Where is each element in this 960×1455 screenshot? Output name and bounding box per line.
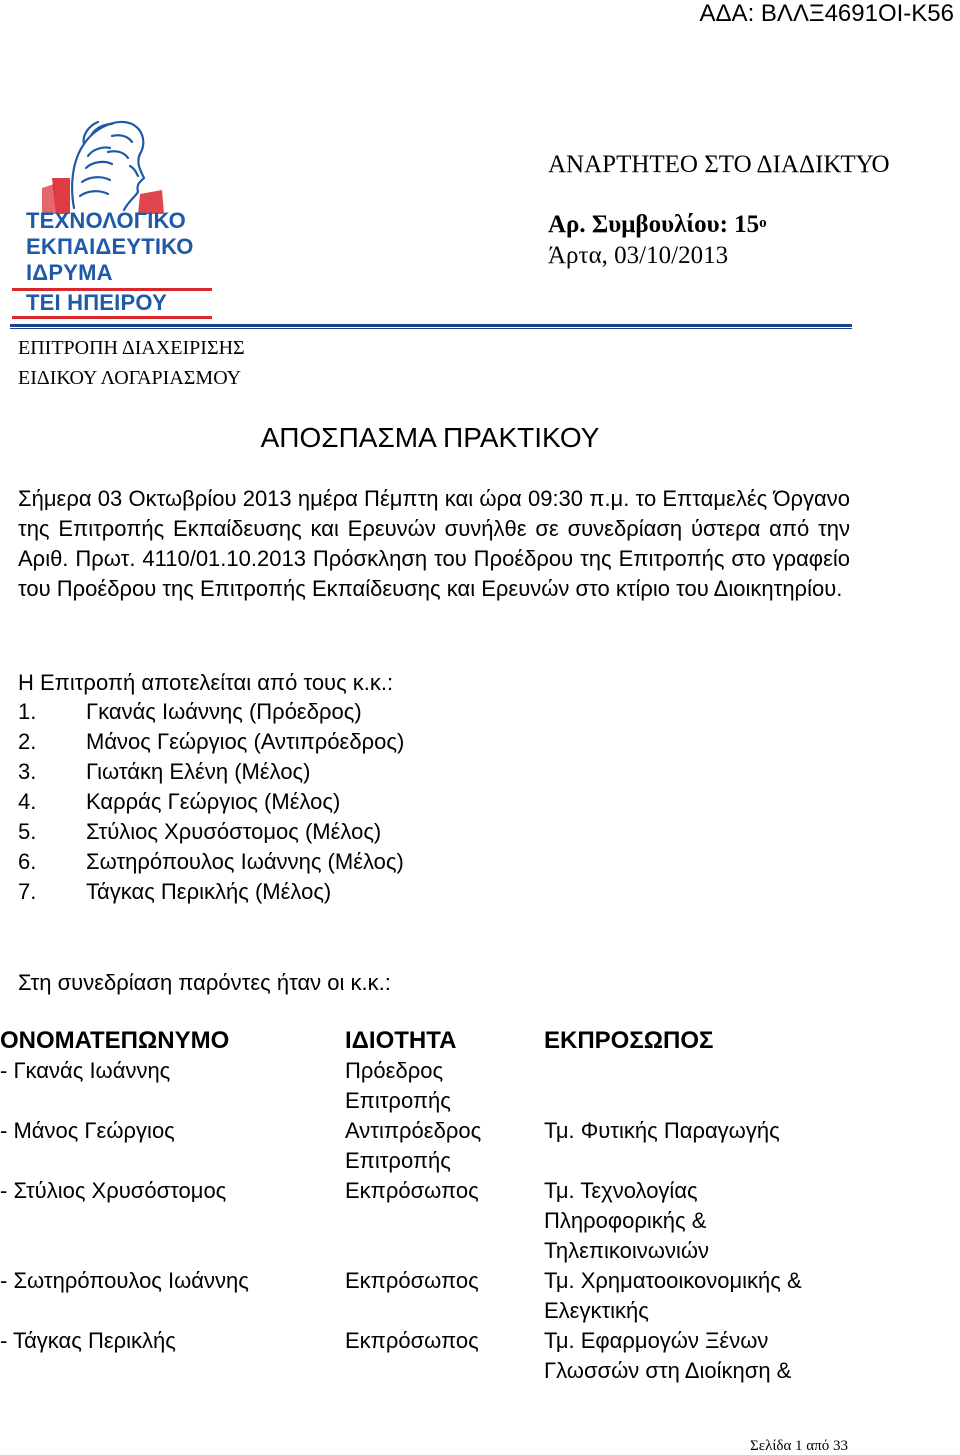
member-name: Γιωτάκη Ελένη (Μέλος) — [86, 759, 311, 784]
list-item — [18, 697, 404, 727]
table-cell-name: - Τάγκας Περικλής — [0, 1328, 176, 1353]
column-header-representative: ΕΚΠΡΟΣΩΠΟΣ — [544, 1027, 714, 1054]
table-cell-role: Εκπρόσωπος — [345, 1328, 479, 1353]
table-cell-representative: Γλωσσών στη Διοίκηση & — [544, 1358, 792, 1383]
intro-paragraph: Σήμερα 03 Οκτωβρίου 2013 ημέρα Πέμπτη και ώρα 09:30 π.μ. το Επταμελές Όργανο της Επιτροπής Εκπαίδευσης και Ερευνών συνήλθε σε συνεδρίαση ύστερα από την Αριθ. Πρωτ. 4110/01.10.2013 Πρόσκληση του Προέδρου της Επιτροπής στο γραφείο του Προέδρου της Επιτροπής Εκπαίδευσης και Ερευνών στο κτίριο του Διοικητηρίου. — [18, 486, 850, 601]
table-cell-role: Εκπρόσωπος — [345, 1268, 479, 1293]
table-cell-role: Πρόεδρος — [345, 1058, 444, 1083]
table-cell-representative: Τμ. Τεχνολογίας — [544, 1178, 698, 1203]
council-number-sup: ο — [759, 215, 767, 231]
logo-line-2: ΕΚΠΑΙΔΕΥΤΙΚΟ — [26, 234, 194, 259]
document-title: ΑΠΟΣΠΑΣΜΑ ΠΡΑΚΤΙΚΟΥ — [260, 422, 600, 453]
member-name: Στύλιος Χρυσόστομος (Μέλος) — [86, 819, 382, 844]
table-cell-name: - Μάνος Γεώργιος — [0, 1118, 175, 1143]
member-name: Τάγκας Περικλής (Μέλος) — [86, 879, 332, 904]
list-item — [18, 727, 404, 757]
table-cell-representative: Τμ. Φυτικής Παραγωγής — [544, 1118, 780, 1143]
members-list — [18, 697, 404, 907]
column-header-role: ΙΔΙΟΤΗΤΑ — [345, 1027, 457, 1054]
place-date: Άρτα, 03/10/2013 — [548, 242, 729, 269]
column-header-name: ΟΝΟΜΑΤΕΠΩΝΥΜΟ — [0, 1027, 230, 1054]
member-name: Σωτηρόπουλος Ιωάννης (Μέλος) — [86, 849, 404, 874]
list-item — [18, 757, 404, 787]
list-item — [18, 847, 404, 877]
committee-line-2: ΕΙΔΙΚΟΥ ΛΟΓΑΡΙΑΣΜΟΥ — [18, 367, 242, 389]
page-number: Σελίδα 1 από 33 — [750, 1438, 848, 1454]
header-rule-thin — [10, 328, 852, 329]
table-cell-representative: Πληροφορικής & — [544, 1208, 707, 1233]
attendance-table — [0, 1026, 960, 1406]
member-number: 5. — [18, 819, 37, 844]
member-name: Μάνος Γεώργιος (Αντιπρόεδρος) — [86, 729, 405, 754]
table-cell-role: Επιτροπής — [345, 1088, 451, 1113]
table-cell-representative: Τηλεπικοινωνιών — [544, 1238, 710, 1263]
posted-online-label: ΑΝΑΡΤΗΤΕΟ ΣΤΟ ΔΙΑΔΙΚΤΥΟ — [548, 151, 890, 178]
committee-composition-label: Η Επιτροπή αποτελείται από τους κ.κ.: — [18, 670, 394, 695]
member-number: 2. — [18, 729, 37, 754]
member-number: 7. — [18, 879, 37, 904]
committee-line-1: ΕΠΙΤΡΟΠΗ ΔΙΑΧΕΙΡΙΣΗΣ — [18, 337, 245, 359]
ada-code: ΑΔΑ: ΒΛΛΞ4691ΟΙ-Κ56 — [699, 0, 954, 27]
member-number: 6. — [18, 849, 37, 874]
council-number — [548, 210, 767, 240]
list-item — [18, 787, 404, 817]
member-name: Γκανάς Ιωάννης (Πρόεδρος) — [86, 699, 362, 724]
list-item — [18, 817, 404, 847]
logo-line-3: ΙΔΡΥΜΑ — [26, 260, 113, 285]
table-cell-name: - Γκανάς Ιωάννης — [0, 1058, 171, 1083]
logo-head-emblem — [12, 106, 212, 216]
present-label: Στη συνεδρίαση παρόντες ήταν οι κ.κ.: — [18, 970, 391, 995]
table-cell-name: - Στύλιος Χρυσόστομος — [0, 1178, 227, 1203]
logo-bar-bottom — [12, 316, 212, 319]
table-cell-role: Εκπρόσωπος — [345, 1178, 479, 1203]
member-number: 1. — [18, 699, 37, 724]
member-number: 3. — [18, 759, 37, 784]
tei-epirus-logo — [12, 106, 212, 321]
list-item — [18, 877, 404, 907]
logo-line-1: ΤΕΧΝΟΛΟΓΙΚΟ — [26, 208, 186, 233]
table-cell-representative: Τμ. Χρηματοοικονομικής & — [544, 1268, 802, 1293]
table-cell-role: Επιτροπής — [345, 1148, 451, 1173]
logo-line-4: ΤΕΙ ΗΠΕΙΡΟΥ — [26, 290, 167, 315]
table-cell-role: Αντιπρόεδρος — [345, 1118, 482, 1143]
header-rule — [10, 324, 852, 327]
member-number: 4. — [18, 789, 37, 814]
table-cell-name: - Σωτηρόπουλος Ιωάννης — [0, 1268, 249, 1293]
table-cell-representative: Τμ. Εφαρμογών Ξένων — [544, 1328, 769, 1353]
committee-name — [18, 333, 245, 393]
member-name: Καρράς Γεώργιος (Μέλος) — [86, 789, 341, 814]
table-cell-representative: Ελεγκτικής — [544, 1298, 649, 1323]
council-number-text: Αρ. Συμβουλίου: 15 — [548, 211, 760, 238]
